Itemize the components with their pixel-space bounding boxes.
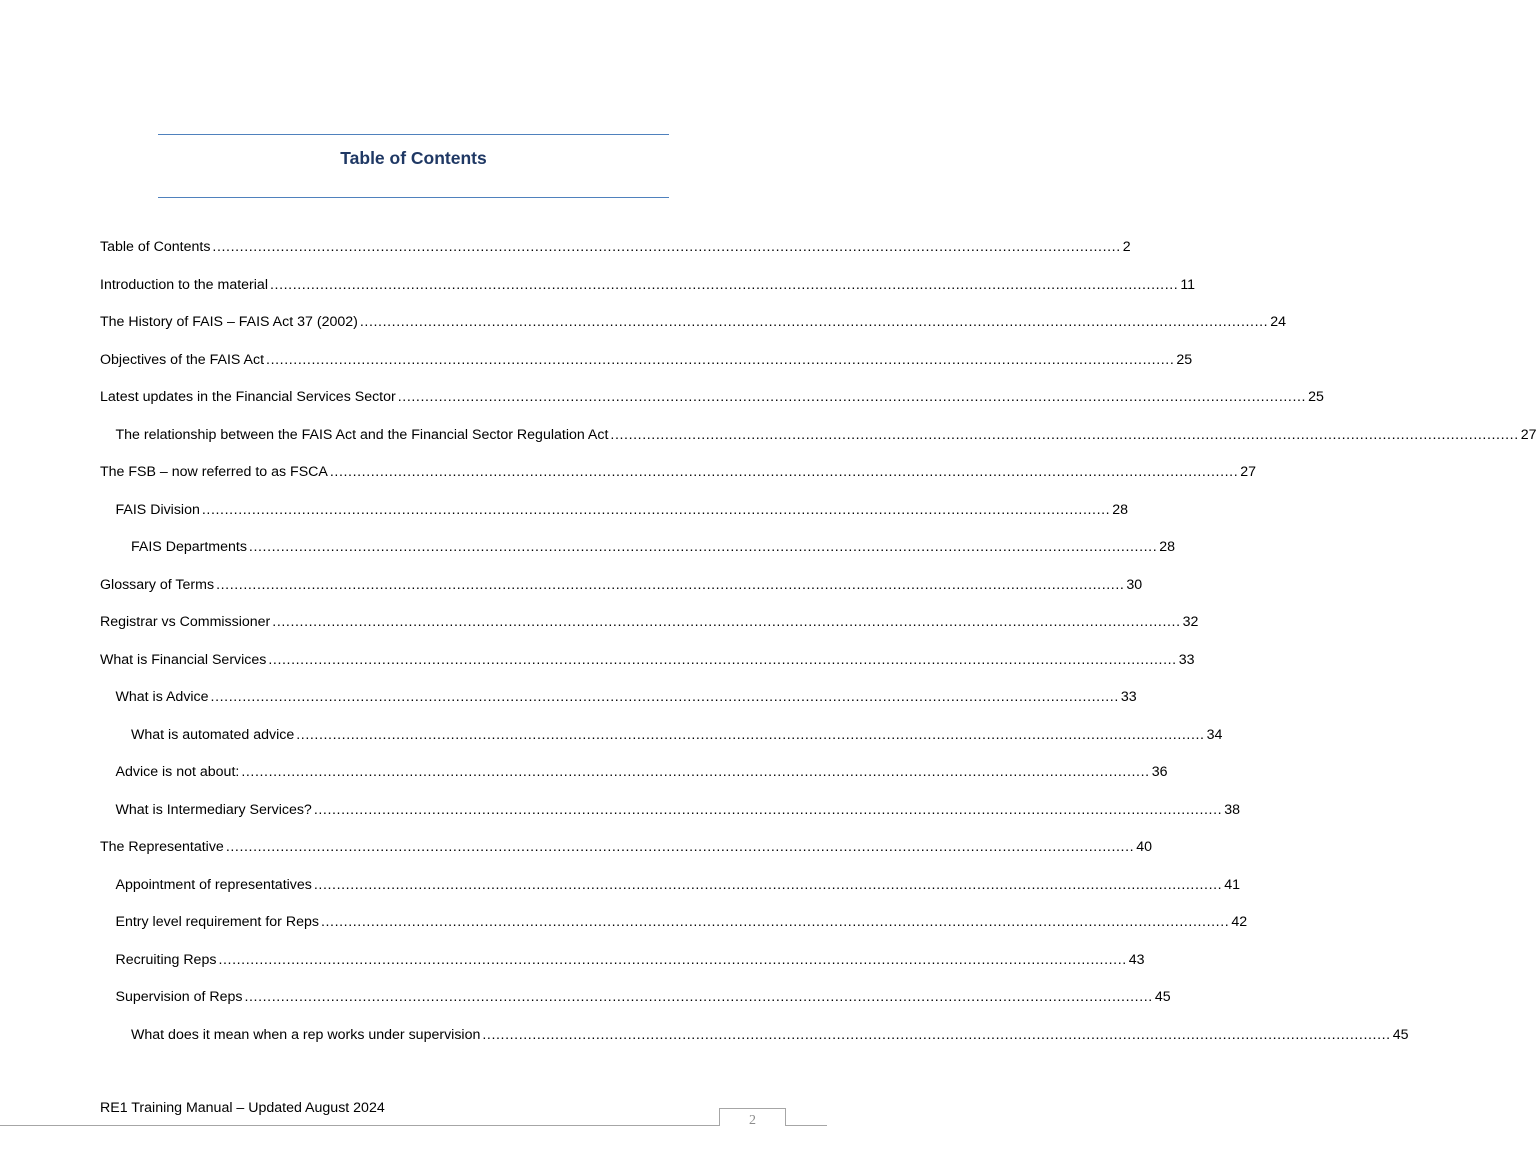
toc-dot-leader: ........................................................................................................................................................................................................ <box>313 801 1223 818</box>
toc-entry-page: 2 <box>1122 239 1131 255</box>
toc-dot-leader: ........................................................................................................................................................................................................ <box>296 726 1205 743</box>
toc-entry-label: FAIS Departments <box>131 539 247 555</box>
toc-dot-leader: ........................................................................................................................................................................................................ <box>241 764 1150 780</box>
footer-text: RE1 Training Manual – Updated August 2024 <box>100 1100 385 1116</box>
toc-entry[interactable] <box>100 311 1286 331</box>
toc-entry[interactable] <box>100 236 1131 256</box>
footer-rule-right <box>785 1125 827 1126</box>
toc-dot-leader: ........................................................................................................................................................................................................ <box>216 576 1125 593</box>
toc-entry-page: 33 <box>1178 651 1195 668</box>
toc-entry[interactable] <box>131 1024 1409 1044</box>
toc-entry[interactable] <box>115 499 1129 519</box>
toc-entry-page: 43 <box>1128 951 1145 968</box>
toc-dot-leader: ........................................................................................................................................................................................................ <box>225 839 1135 855</box>
toc-dot-leader: ........................................................................................................................................................................................................ <box>248 539 1158 555</box>
toc-entry-page: 11 <box>1180 276 1196 293</box>
toc-dot-leader: ........................................................................................................................................................................................................ <box>269 276 1179 293</box>
toc-entry[interactable] <box>100 574 1143 594</box>
toc-entry-page: 27 <box>1520 426 1537 443</box>
toc-entry[interactable] <box>100 836 1152 856</box>
toc-entry-page: 42 <box>1231 914 1248 930</box>
toc-dot-leader: ........................................................................................................................................................................................................ <box>268 651 1177 668</box>
toc-entry-page: 41 <box>1224 876 1241 893</box>
toc-entry-page: 27 <box>1240 464 1257 480</box>
toc-entry[interactable] <box>115 949 1145 969</box>
toc-dot-leader: ........................................................................................................................................................................................................ <box>313 876 1223 893</box>
toc-entry-label: What is Intermediary Services? <box>115 801 312 818</box>
title-bottom-rule <box>158 197 669 198</box>
toc-entry[interactable] <box>115 799 1240 819</box>
toc-entry-label: Supervision of Reps <box>115 989 243 1005</box>
toc-dot-leader: ........................................................................................................................................................................................................ <box>210 689 1119 705</box>
toc-entry[interactable] <box>100 274 1196 294</box>
toc-entry[interactable] <box>100 349 1193 369</box>
toc-entry-page: 25 <box>1308 389 1324 405</box>
toc-entry-page: 45 <box>1392 1026 1409 1043</box>
toc-entry-label: Glossary of Terms <box>100 576 215 593</box>
toc-entry-page: 30 <box>1126 576 1143 593</box>
footer-rule <box>0 1125 720 1126</box>
toc-entry-label: The History of FAIS – FAIS Act 37 (2002) <box>100 314 358 330</box>
toc-entry[interactable] <box>100 611 1199 631</box>
toc-entry-label: What does it mean when a rep works under supervision <box>131 1026 481 1043</box>
toc-entry[interactable] <box>131 536 1176 556</box>
toc-dot-leader: ........................................................................................................................................................................................................ <box>359 314 1269 330</box>
toc-entry-label: Advice is not about: <box>115 764 240 780</box>
toc-entry-page: 45 <box>1154 989 1171 1005</box>
toc-entry-page: 32 <box>1182 614 1199 630</box>
toc-dot-leader: ........................................................................................................................................................................................................ <box>272 614 1181 630</box>
toc-entry-label: What is automated advice <box>131 726 295 743</box>
toc-entry-label: The relationship between the FAIS Act and the Financial Sector Regulation Act <box>115 426 609 443</box>
toc-dot-leader: ........................................................................................................................................................................................................ <box>212 239 1121 255</box>
toc-entry-page: 36 <box>1151 764 1168 780</box>
page-number: 2 <box>719 1108 786 1126</box>
toc-entry-label: Introduction to the material <box>100 276 268 293</box>
toc-entry[interactable] <box>100 461 1257 481</box>
toc-entry-label: Registrar vs Commissioner <box>100 614 271 630</box>
toc-entry-label: FAIS Division <box>115 501 200 518</box>
toc-dot-leader: ........................................................................................................................................................................................................ <box>329 464 1239 480</box>
toc-entry[interactable] <box>131 724 1223 744</box>
toc-entry-label: The FSB – now referred to as FSCA <box>100 464 328 480</box>
toc-entry-label: Appointment of representatives <box>115 876 312 893</box>
toc-dot-leader: ........................................................................................................................................................................................................ <box>482 1026 1391 1043</box>
toc-entry-label: Table of Contents <box>100 239 211 255</box>
toc-entry-page: 34 <box>1206 726 1223 743</box>
toc-entry-page: 28 <box>1112 501 1129 518</box>
toc-entry-label: Objectives of the FAIS Act <box>100 351 265 368</box>
toc-entry[interactable] <box>115 761 1168 781</box>
title-top-rule <box>158 134 669 135</box>
toc-entry[interactable] <box>115 874 1241 894</box>
toc-dot-leader: ........................................................................................................................................................................................................ <box>320 914 1230 930</box>
toc-entry-label: Latest updates in the Financial Services Sector <box>100 389 396 405</box>
toc-entry[interactable] <box>115 911 1248 931</box>
toc-entry[interactable] <box>115 986 1171 1006</box>
toc-entry-page: 25 <box>1176 351 1193 368</box>
toc-dot-leader: ........................................................................................................................................................................................................ <box>266 351 1175 368</box>
toc-entry-label: What is Advice <box>115 689 209 705</box>
toc-entry[interactable] <box>115 686 1137 706</box>
toc-entry-label: The Representative <box>100 839 224 855</box>
toc-dot-leader: ........................................................................................................................................................................................................ <box>610 426 1519 443</box>
toc-dot-leader: ........................................................................................................................................................................................................ <box>201 501 1111 518</box>
toc-dot-leader: ........................................................................................................................................................................................................ <box>397 389 1307 405</box>
toc-entry-page: 38 <box>1224 801 1240 818</box>
toc-entry-page: 33 <box>1120 689 1137 705</box>
toc-dot-leader: ........................................................................................................................................................................................................ <box>218 951 1127 968</box>
toc-entry-label: Recruiting Reps <box>115 951 217 968</box>
toc-entry-label: What is Financial Services <box>100 651 267 668</box>
toc-entry-page: 40 <box>1136 839 1152 855</box>
toc-entry[interactable] <box>100 386 1324 406</box>
toc-entry-page: 28 <box>1159 539 1176 555</box>
toc-heading: Table of Contents <box>340 148 487 168</box>
toc-entry-label: Entry level requirement for Reps <box>115 914 319 930</box>
toc-entry[interactable] <box>115 424 1537 444</box>
toc-entry[interactable] <box>100 649 1195 669</box>
toc-dot-leader: ........................................................................................................................................................................................................ <box>244 989 1153 1005</box>
toc-entry-page: 24 <box>1270 314 1286 330</box>
